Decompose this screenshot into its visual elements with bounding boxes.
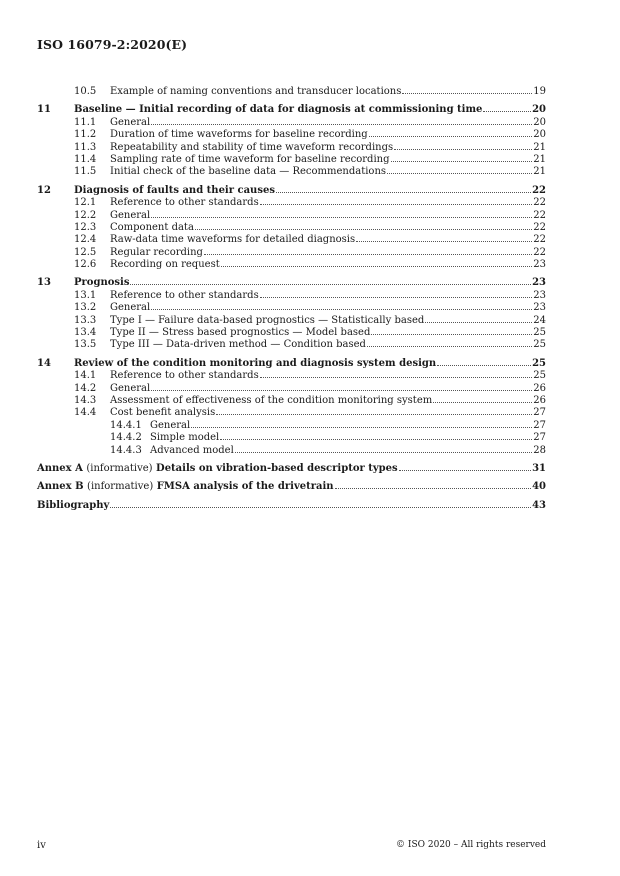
toc-number: 11.1 [74, 116, 97, 128]
toc-title: Bibliography [37, 499, 110, 511]
toc-entry-12-4[interactable] [37, 234, 546, 246]
toc-number: 13 [37, 277, 51, 289]
toc-number: 10.5 [74, 86, 97, 97]
toc-entry-11-4[interactable] [37, 154, 546, 166]
toc-entry-12-1[interactable] [37, 197, 546, 209]
toc-number: 12.4 [74, 234, 97, 246]
toc-title: Initial check of the baseline data — Recommendations [110, 166, 387, 178]
toc-title: General [110, 116, 151, 128]
toc-page: 23 [533, 259, 546, 271]
toc-page: 28 [533, 444, 546, 456]
toc-number: 11.4 [74, 153, 97, 165]
toc-title: Advanced model [150, 444, 234, 456]
toc-number: 14.1 [74, 370, 97, 382]
document-id: ISO 16079-2:2020(E) [37, 37, 188, 52]
toc-title: Prognosis [74, 277, 130, 289]
page-number: iv [37, 840, 46, 851]
toc-page: 23 [533, 289, 546, 301]
toc-entry-12-2[interactable] [37, 210, 546, 222]
toc-page: 25 [532, 357, 546, 369]
toc-title: Type I — Failure data-based prognostics — Statistically based [110, 314, 425, 326]
toc-number: 12.1 [74, 197, 97, 209]
toc-entry-12-6[interactable] [37, 259, 546, 271]
toc-entry-11-5[interactable] [37, 166, 546, 178]
toc-page: 24 [533, 314, 546, 326]
toc-page: 20 [533, 116, 546, 128]
toc-entry-annex-b[interactable] [37, 481, 546, 493]
toc-entry-14[interactable] [37, 358, 546, 370]
toc-entry-11-1[interactable] [37, 117, 546, 129]
toc-page: 22 [533, 234, 546, 246]
toc-entry-12-3[interactable] [37, 222, 546, 234]
toc-number: 14.3 [74, 394, 97, 406]
toc-page: 22 [533, 197, 546, 209]
table-of-contents [37, 86, 546, 512]
toc-number: 11.3 [74, 141, 97, 153]
toc-title: Recording on request [110, 259, 220, 271]
toc-title: General [110, 302, 151, 314]
toc-page: 22 [533, 221, 546, 233]
toc-page: 26 [533, 382, 546, 394]
toc-title: FMSA analysis of the drivetrain [156, 481, 334, 493]
toc-title: Reference to other standards [110, 370, 259, 382]
toc-page: 22 [533, 246, 546, 258]
toc-title: Repeatability and stability of time waveform recordings [110, 141, 394, 153]
toc-entry-12[interactable] [37, 185, 546, 197]
toc-title: Component data [110, 221, 194, 233]
toc-page: 43 [532, 499, 546, 511]
toc-title: General [110, 209, 151, 221]
toc-number: 12.2 [74, 209, 97, 221]
toc-number: 11.5 [74, 166, 97, 178]
toc-entry-14-1[interactable] [37, 370, 546, 382]
toc-page: 21 [533, 141, 546, 153]
toc-title: Regular recording [110, 246, 203, 258]
toc-page: 25 [533, 327, 546, 339]
toc-title: Review of the condition monitoring and diagnosis system design [74, 357, 437, 369]
toc-entry-13[interactable] [37, 277, 546, 289]
toc-title: Example of naming conventions and transducer locations [110, 86, 402, 97]
toc-page: 22 [533, 209, 546, 221]
toc-entry-annex-a[interactable] [37, 463, 546, 475]
toc-title: Raw-data time waveforms for detailed diagnosis [110, 234, 356, 246]
annex-note: (informative) [86, 462, 153, 474]
toc-page: 23 [533, 302, 546, 314]
toc-entry-13-5[interactable] [37, 339, 546, 351]
toc-entry-14-4-2[interactable] [37, 432, 546, 444]
annex-label: Annex B [37, 481, 84, 493]
toc-title: Cost benefit analysis [110, 407, 216, 419]
annex-label: Annex A [37, 462, 83, 474]
toc-number: 12.3 [74, 221, 97, 233]
toc-title: General [110, 382, 151, 394]
toc-page: 26 [533, 394, 546, 406]
toc-page: 21 [533, 166, 546, 178]
toc-page: 40 [532, 481, 546, 493]
toc-entry-14-3[interactable] [37, 395, 546, 407]
toc-entry-14-4[interactable] [37, 407, 546, 419]
toc-page: 27 [533, 419, 546, 431]
toc-page: 20 [533, 129, 546, 141]
copyright-notice: © ISO 2020 – All rights reserved [396, 840, 546, 850]
toc-title: Details on vibration-based descriptor types [156, 462, 398, 474]
toc-page: 25 [533, 370, 546, 382]
toc-number: 13.5 [74, 339, 97, 351]
toc-title: Simple model [150, 432, 220, 444]
toc-title: General [150, 419, 191, 431]
toc-number: 14 [37, 357, 51, 369]
toc-number: 14.4.1 [110, 419, 142, 431]
toc-entry-14-2[interactable] [37, 383, 546, 395]
toc-entry-12-5[interactable] [37, 247, 546, 259]
toc-number: 13.4 [74, 327, 97, 339]
toc-title: Type II — Stress based prognostics — Model based [110, 327, 371, 339]
toc-number: 12 [37, 184, 51, 196]
toc-entry-10-5[interactable] [37, 86, 546, 98]
toc-entry-bibliography[interactable] [37, 500, 546, 512]
toc-title: Sampling rate of time waveform for baseline recording [110, 153, 390, 165]
toc-number: 14.4.3 [110, 444, 142, 456]
toc-entry-11[interactable] [37, 104, 546, 116]
toc-title: Diagnosis of faults and their causes [74, 184, 275, 196]
toc-page: 27 [533, 407, 546, 419]
toc-number: 13.1 [74, 289, 97, 301]
toc-entry-14-4-1[interactable] [37, 420, 546, 432]
toc-title: Type III — Data-driven method — Condition based [110, 339, 366, 351]
toc-entry-13-1[interactable] [37, 290, 546, 302]
toc-number: 14.4 [74, 407, 97, 419]
toc-page: 21 [533, 153, 546, 165]
toc-number: 12.6 [74, 259, 97, 271]
toc-page: 22 [532, 184, 546, 196]
toc-page: 25 [533, 339, 546, 351]
toc-title: Baseline — Initial recording of data for diagnosis at commissioning time [74, 104, 483, 116]
annex-note: (informative) [87, 481, 154, 493]
toc-number: 12.5 [74, 246, 97, 258]
toc-page: 31 [532, 462, 546, 474]
toc-number: 11.2 [74, 129, 97, 141]
toc-entry-13-2[interactable] [37, 302, 546, 314]
toc-number: 14.2 [74, 382, 97, 394]
toc-number: 14.4.2 [110, 432, 142, 444]
toc-title: Duration of time waveforms for baseline recording [110, 129, 368, 141]
toc-title: Reference to other standards [110, 289, 259, 301]
toc-page: 27 [533, 432, 546, 444]
toc-entry-13-4[interactable] [37, 327, 546, 339]
toc-title: Reference to other standards [110, 197, 259, 209]
toc-page: 19 [533, 86, 546, 97]
toc-number: 13.2 [74, 302, 97, 314]
toc-entry-11-2[interactable] [37, 129, 546, 141]
toc-page: 20 [532, 104, 546, 116]
toc-entry-11-3[interactable] [37, 142, 546, 154]
toc-number: 11 [37, 104, 51, 116]
toc-entry-13-3[interactable] [37, 315, 546, 327]
toc-entry-14-4-3[interactable] [37, 445, 546, 457]
toc-page: 23 [532, 277, 546, 289]
toc-number: 13.3 [74, 314, 97, 326]
toc-title: Assessment of effectiveness of the condition monitoring system [110, 394, 433, 406]
